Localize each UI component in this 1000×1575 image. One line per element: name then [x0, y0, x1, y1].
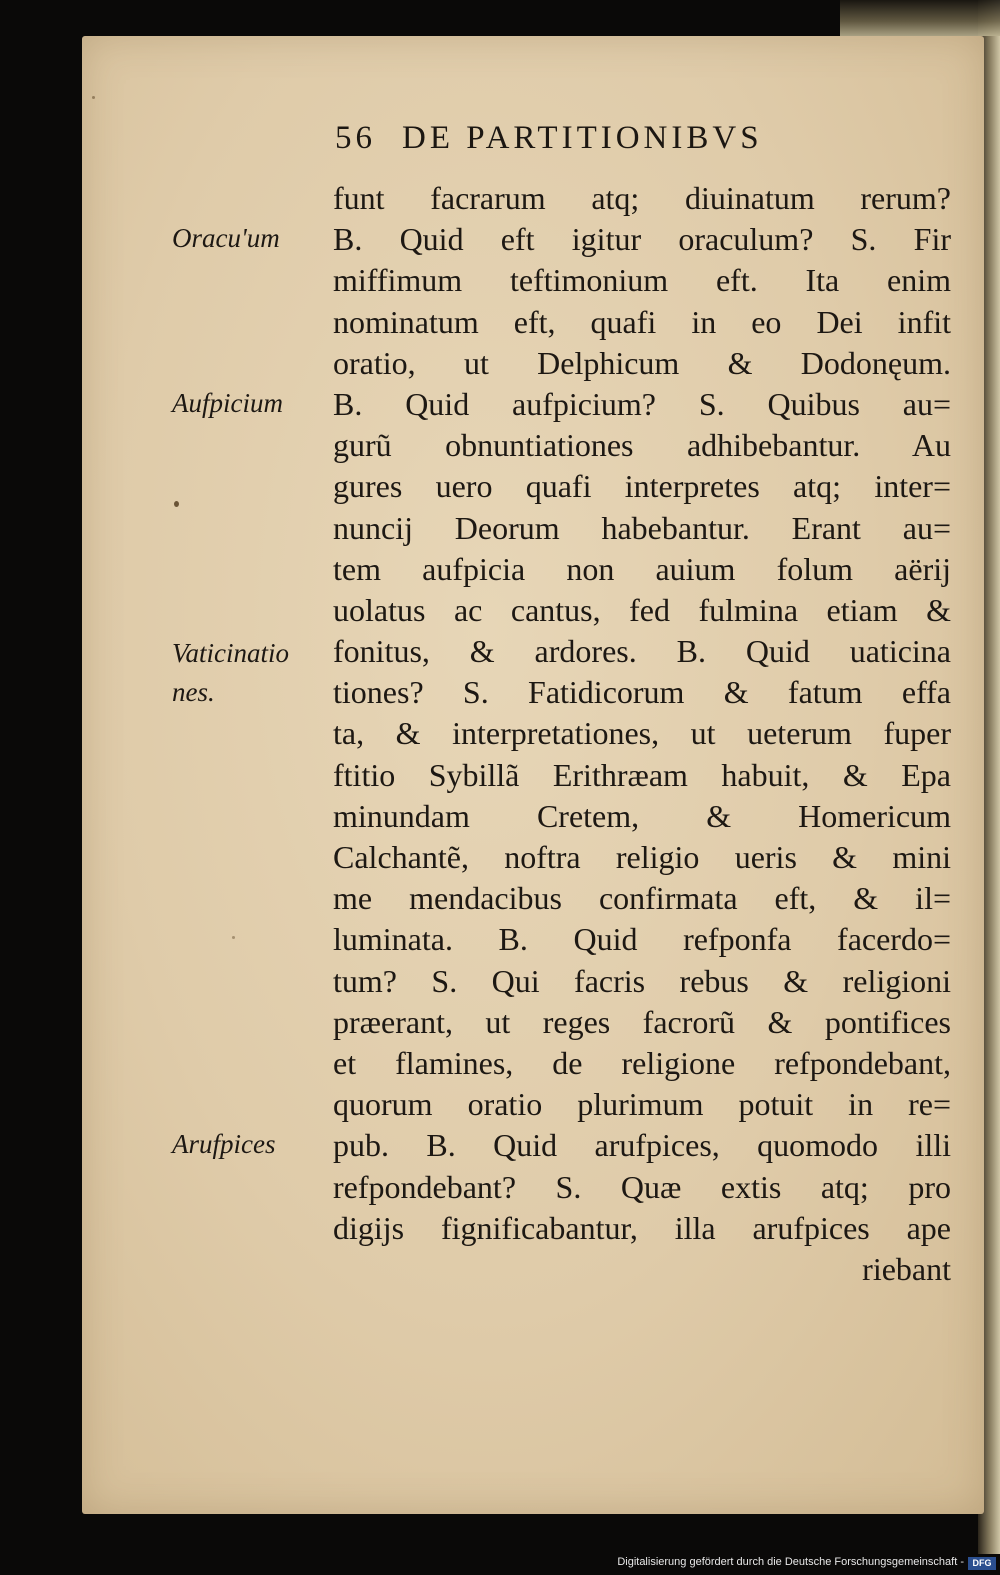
text-line: tum? S. Qui facris rebus & religioni: [333, 962, 951, 999]
text-line: præerant, ut reges facrorũ & pontifices: [333, 1003, 951, 1040]
text-line: minundam Cretem, & Homericum: [333, 797, 951, 834]
paper-speck: [92, 96, 95, 99]
running-title: DE PARTITIONIBVS: [402, 120, 763, 156]
running-head: [335, 120, 895, 164]
text-line: ftitio Sybillã Erithræam habuit, & Epa: [333, 756, 951, 793]
text-line: tem aufpicia non auium folum aërij: [333, 550, 951, 587]
text-line: fonitus, & ardores. B. Quid uaticina: [333, 633, 951, 670]
text-line: et flamines, de religione refpondebant,: [333, 1044, 951, 1081]
text-line: B. Quid aufpicium? S. Quibus au=: [333, 385, 951, 422]
paper-speck: [174, 501, 179, 507]
text-line: uolatus ac cantus, fed fulmina etiam &: [333, 591, 951, 628]
margin-note: Aufpicium: [172, 388, 283, 418]
catchword: riebant: [862, 1250, 951, 1287]
text-line: gures uero quafi interpretes atq; inter=: [333, 468, 951, 505]
margin-note: Oracu'um: [172, 223, 280, 253]
text-line: quorum oratio plurimum potuit in re=: [333, 1086, 951, 1123]
paper-speck: [232, 936, 235, 939]
margin-note: Arufpices: [172, 1129, 276, 1159]
text-line: B. Quid eft igitur oraculum? S. Fir: [333, 221, 951, 258]
text-line: Calchantẽ, noftra religio ueris & mini: [333, 839, 951, 875]
margin-note: Vaticinatio: [172, 638, 289, 668]
text-line: tiones? S. Fatidicorum & fatum effa: [333, 674, 951, 711]
margin-note: nes.: [172, 677, 215, 707]
text-line: refpondebant? S. Quæ extis atq; pro: [333, 1168, 951, 1205]
book-corner: [840, 0, 1000, 36]
text-line: funt facrarum atq; diuinatum rerum?: [333, 180, 951, 216]
text-line: luminata. B. Quid refponfa facerdo=: [333, 921, 951, 958]
text-line: nuncij Deorum habebantur. Erant au=: [333, 509, 951, 546]
text-line: digijs fignificabantur, illa arufpices ape: [333, 1209, 951, 1246]
digitization-credit: Digitalisierung gefördert durch die Deutsche Forschungsgemeinschaft -: [617, 1556, 964, 1568]
body-text: [333, 178, 951, 1290]
dfg-logo: DFG: [968, 1557, 996, 1570]
text-line: me mendacibus confirmata eft, & il=: [333, 880, 951, 917]
text-line: nominatum eft, quafi in eo Dei infit: [333, 303, 951, 340]
page-number: 56: [335, 120, 376, 156]
text-line: ta, & interpretationes, ut ueterum fuper: [333, 715, 951, 752]
text-line: pub. B. Quid arufpices, quomodo illi: [333, 1127, 951, 1164]
text-line: gurũ obnuntiationes adhibebantur. Au: [333, 427, 951, 464]
text-line: oratio, ut Delphicum & Dodonęum.: [333, 344, 951, 381]
text-line: miffimum teftimonium eft. Ita enim: [333, 262, 951, 299]
